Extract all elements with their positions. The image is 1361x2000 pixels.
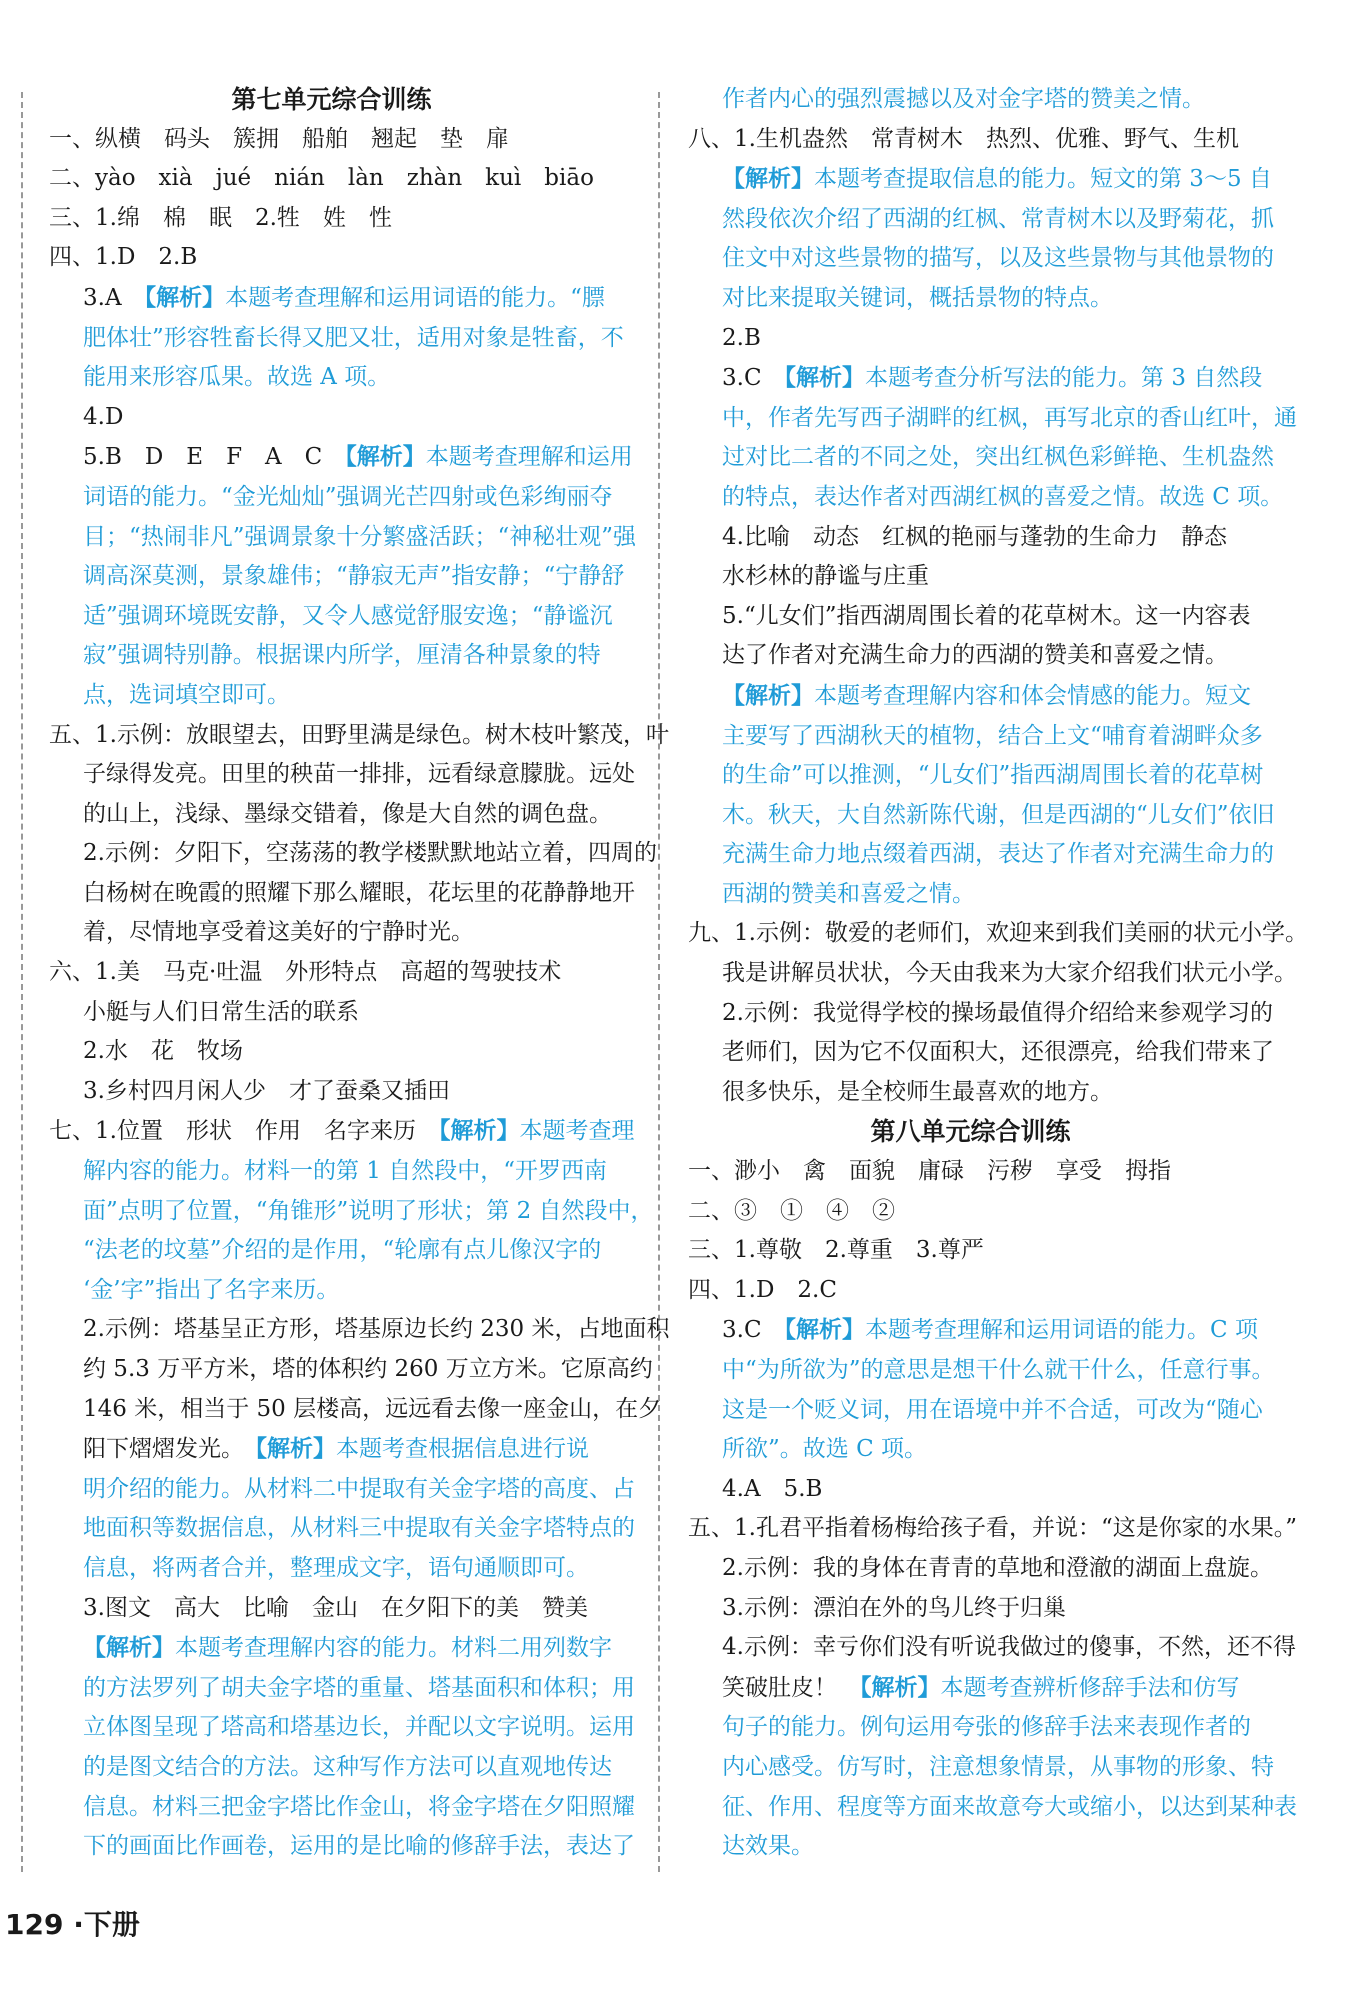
page-footer: 129 ·下册 [5, 1908, 140, 1941]
analysis-text: 然段依次介绍了西湖的红枫、常青树木以及野菊花，抓 [722, 205, 1274, 232]
answer-line [49, 398, 614, 438]
answer-line [688, 1391, 1263, 1431]
answer-line [688, 1430, 1253, 1470]
analysis-text: 的是图文结合的方法。这种写作方法可以直观地传达 [83, 1753, 612, 1780]
answer-line [49, 1470, 635, 1510]
answer-line [688, 1310, 1258, 1351]
answer-line [49, 1628, 614, 1669]
answer-line [49, 1152, 614, 1192]
answer-text: 2.示例：我的身体在青青的草地和澄澈的湖面上盘旋。 [722, 1554, 1273, 1581]
answer-line [49, 1748, 614, 1788]
answer-text: 5.B D E F A C [83, 444, 346, 471]
right-column [688, 80, 1308, 1867]
answer-text: 五、1.孔君平指着杨梅给孩子看，并说：“这是你家的水果。” [688, 1515, 1297, 1542]
analysis-text: 词语的能力。“金光灿灿”强调光芒四射或色彩绚丽夺 [83, 483, 613, 510]
answer-line [49, 676, 614, 716]
analysis-text: 西湖的赞美和喜爱之情。 [722, 880, 975, 907]
answer-text: 4.D [83, 403, 124, 430]
answer-line [49, 120, 614, 160]
answer-line [688, 796, 1275, 836]
answer-text: 5.“儿女们”指西湖周围长着的花草树木。这一内容表 [722, 602, 1251, 629]
answer-line [688, 835, 1274, 875]
answer-line [688, 1788, 1297, 1828]
answer-line [688, 875, 1253, 915]
analysis-text: 过对比二者的不同之处，突出红枫色彩鲜艳、生机盎然 [722, 444, 1274, 471]
answer-text: 2.B [722, 324, 761, 351]
answer-text: 水杉林的静谧与庄重 [722, 563, 929, 590]
analysis-text: 句子的能力。例句运用夸张的修辞手法来表现作者的 [722, 1714, 1251, 1741]
answer-text: 八、1.生机盎然 常青树木 热烈、优雅、野气、生机 [688, 125, 1239, 152]
answer-line [688, 756, 1264, 796]
answer-line [688, 1628, 1296, 1668]
answer-text: 约 5.3 万平方米，塔的体积约 260 万立方米。它原高约 [83, 1356, 653, 1382]
answer-line [688, 1271, 1253, 1311]
answer-line [688, 1470, 1253, 1510]
answer-text: 2.示例：塔基呈正方形，塔基原边长约 230 米，占地面积 [83, 1316, 670, 1343]
analysis-text: 对比来提取关键词，概括景物的特点。 [722, 284, 1113, 311]
answer-text: 4.A 5.B [722, 1475, 823, 1502]
answer-text: 三、1.尊敬 2.尊重 3.尊严 [688, 1237, 984, 1264]
answer-line [688, 399, 1297, 439]
analysis-tag: 【解析】 [255, 1435, 336, 1463]
answer-text: 二、③ ① ④ ② [688, 1197, 895, 1224]
answer-line [688, 1748, 1274, 1788]
answer-line [688, 1827, 1253, 1867]
answer-line [49, 1549, 614, 1589]
analysis-text: 点，选词填空即可。 [83, 681, 290, 708]
answer-line [688, 1589, 1253, 1629]
analysis-text: 地面积等数据信息，从材料三中提取有关金字塔特点的 [83, 1515, 635, 1542]
analysis-text: 主要写了西湖秋天的植物，结合上文“哺育着湖畔众多 [722, 722, 1263, 749]
section-heading: 第八单元综合训练 [870, 1117, 1071, 1147]
answer-text: 一、纵横 码头 簇拥 船舶 翘起 垫 扉 [49, 125, 509, 152]
analysis-text: 本题考查理 [519, 1118, 635, 1145]
answer-line [49, 834, 657, 874]
answer-line [49, 557, 625, 597]
answer-text: 老师们，因为它不仅面积大，还很漂亮，给我们带来了 [722, 1039, 1274, 1066]
answer-text: 四、1.D 2.B [49, 244, 198, 271]
answer-text: 3.乡村四月闲人少 才了蚕桑又插田 [83, 1077, 450, 1104]
answer-line [688, 1708, 1253, 1748]
analysis-tag: 【解析】 [83, 1634, 175, 1662]
analysis-text: 本题考查提取信息的能力。短文的第 3～5 自 [814, 166, 1272, 193]
analysis-text: 能用来形容瓜果。故选 A 项。 [83, 364, 391, 391]
answer-text: 146 米，相当于 50 层楼高，远远看去像一座金山，在夕 [83, 1395, 662, 1422]
answer-text: 二、yào xià jué nián làn zhàn kuì biāo [49, 165, 594, 192]
section-heading: 第七单元综合训练 [231, 85, 432, 114]
analysis-tag: 【解析】 [784, 1316, 866, 1344]
answer-line [688, 1351, 1275, 1391]
answer-text: 我是讲解员状状，今天由我来为大家介绍我们状元小学。 [722, 960, 1297, 987]
analysis-text: 住文中对这些景物的描写，以及这些景物与其他景物的 [722, 245, 1274, 272]
analysis-text: 本题考查理解和运用词语的能力。“膘 [225, 284, 605, 311]
answer-text: 一、渺小 禽 面貌 庸碌 污秽 享受 拇指 [688, 1158, 1171, 1185]
analysis-text: 本题考查理解和运用词语的能力。C 项 [865, 1317, 1258, 1344]
answer-line [49, 478, 614, 518]
answer-line [49, 636, 614, 676]
answer-line [49, 518, 637, 558]
analysis-tag: 【解析】 [144, 283, 226, 311]
analysis-text: 本题考查根据信息进行说 [336, 1436, 589, 1463]
answer-line [49, 953, 614, 993]
analysis-text: ‘金’字”指出了名字来历。 [83, 1276, 340, 1303]
answer-line [49, 319, 624, 359]
answer-line [688, 239, 1274, 279]
answer-line [49, 1271, 614, 1311]
answer-line [49, 1390, 662, 1430]
answer-text: 3.A [83, 284, 145, 311]
answer-line [49, 1032, 614, 1072]
analysis-tag: 【解析】 [784, 364, 866, 392]
analysis-text: 充满生命力地点缀着西湖，表达了作者对充满生命力的 [722, 841, 1274, 868]
answer-text: 4.示例：幸亏你们没有听说我做过的傻事，不然，还不得 [722, 1634, 1296, 1661]
answer-line [688, 994, 1273, 1034]
answer-line [49, 1788, 635, 1828]
answer-text: 4.比喻 动态 红枫的艳丽与蓬勃的生命力 静态 [722, 523, 1227, 550]
analysis-text: 本题考查理解内容的能力。材料二用列数字 [175, 1635, 612, 1662]
analysis-text: 本题考查分析写法的能力。第 3 自然段 [865, 365, 1263, 392]
answer-line [49, 597, 614, 637]
answer-line [49, 874, 635, 914]
answer-line [688, 1549, 1273, 1589]
answer-line [49, 1669, 635, 1709]
analysis-text: 作者内心的强烈震撼以及对金字塔的赞美之情。 [722, 86, 1205, 112]
answer-text: 3.C [722, 1317, 785, 1344]
answer-line [49, 1111, 635, 1152]
answer-line [688, 279, 1253, 319]
answer-line [688, 358, 1263, 399]
answer-line [49, 1429, 614, 1470]
analysis-text: 寂”强调特别静。根据课内所学，厘清各种景象的特 [83, 642, 601, 669]
analysis-text: 的特点，表达作者对西湖红枫的喜爱之情。故选 C 项。 [722, 483, 1284, 510]
analysis-text: 肥体壮”形容牲畜长得又肥又壮，适用对象是牲畜，不 [83, 324, 624, 351]
answer-line [688, 1231, 1253, 1271]
answer-text: 3.示例：漂泊在外的鸟儿终于归巢 [722, 1594, 1066, 1621]
answer-line [688, 438, 1274, 478]
answer-line [49, 1310, 670, 1350]
analysis-tag: 【解析】 [860, 1673, 941, 1701]
answer-line [49, 913, 614, 953]
answer-text: 3.C [722, 365, 785, 392]
answer-line [688, 200, 1274, 240]
answer-text: 七、1.位置 形状 作用 名字来历 [49, 1118, 439, 1145]
answer-line [688, 597, 1253, 637]
analysis-tag: 【解析】 [722, 681, 814, 709]
left-margin-divider [21, 92, 23, 1872]
answer-line [49, 1072, 614, 1112]
analysis-text: 达效果。 [722, 1833, 814, 1860]
answer-line [688, 1033, 1274, 1073]
analysis-text: 面”点明了位置，“角锥形”说明了形状；第 2 自然段中， [83, 1197, 654, 1224]
answer-line [49, 716, 669, 756]
answer-line [688, 1073, 1253, 1113]
answer-text: 笑破肚皮！ [722, 1674, 860, 1701]
answer-text: 2.示例：我觉得学校的操场最值得介绍给来参观学习的 [722, 999, 1273, 1026]
answer-text: 达了作者对充满生命力的西湖的赞美和喜爱之情。 [722, 642, 1228, 669]
answer-text: 2.水 花 牧场 [83, 1038, 243, 1065]
analysis-text: 调高深莫测，景象雄伟；“静寂无声”指安静；“宁静舒 [83, 563, 625, 590]
answer-line [49, 358, 614, 398]
answer-line [688, 1192, 1253, 1232]
answer-line [49, 1350, 653, 1390]
answer-line [688, 518, 1253, 558]
answer-text: 的山上，浅绿、墨绿交错着，像是大自然的调色盘。 [83, 800, 612, 827]
analysis-text: 所欲”。故选 C 项。 [722, 1436, 927, 1463]
answer-line [49, 437, 633, 478]
answer-text: 五、1.示例：放眼望去，田野里满是绿色。树木枝叶繁茂，叶 [49, 721, 669, 748]
analysis-text: 的方法罗列了胡夫金字塔的重量、塔基面积和体积；用 [83, 1674, 635, 1701]
analysis-text: 本题考查辨析修辞手法和仿写 [940, 1674, 1240, 1701]
answer-line [688, 159, 1272, 200]
answer-line [688, 954, 1297, 994]
analysis-text: 内心感受。仿写时，注意想象情景，从事物的形象、特 [722, 1753, 1274, 1780]
answer-line [49, 278, 614, 319]
answer-line [49, 755, 635, 795]
answer-text: 九、1.示例：敬爱的老师们，欢迎来到我们美丽的状元小学。 [688, 920, 1308, 947]
analysis-text: 信息，将两者合并，整理成文字，语句通顺即可。 [83, 1554, 589, 1581]
analysis-text: 立体图呈现了塔高和塔基边长，并配以文字说明。运用 [83, 1714, 635, 1741]
analysis-text: 木。秋天，大自然新陈代谢，但是西湖的“儿女们”依旧 [722, 801, 1275, 828]
answer-line [49, 1708, 635, 1748]
answer-line [49, 993, 614, 1033]
answer-text: 很多快乐，是全校师生最喜欢的地方。 [722, 1078, 1113, 1105]
answer-line [688, 1668, 1253, 1709]
analysis-text: 本题考查理解和运用 [425, 444, 633, 471]
answer-line [688, 914, 1308, 954]
analysis-tag: 【解析】 [722, 165, 814, 193]
answer-line [688, 478, 1284, 518]
analysis-text: 的生命”可以推测，“儿女们”指西湖周围长着的花草树 [722, 762, 1264, 789]
analysis-tag: 【解析】 [438, 1117, 520, 1145]
answer-line [49, 238, 614, 278]
answer-line [688, 636, 1253, 676]
answer-line [688, 557, 1253, 597]
answer-text: 着，尽情地享受着这美好的宁静时光。 [83, 919, 474, 946]
analysis-tag: 【解析】 [345, 443, 426, 471]
analysis-text: 明介绍的能力。从材料二中提取有关金字塔的高度、占 [83, 1475, 635, 1502]
answer-line [49, 199, 614, 239]
answer-text: 阳下熠熠发光。 [83, 1436, 256, 1463]
answer-line [49, 159, 614, 199]
analysis-text: 中“为所欲为”的意思是想干什么就干什么，任意行事。 [722, 1357, 1275, 1383]
analysis-text: 征、作用、程度等方面来故意夸大或缩小，以达到某种表 [722, 1793, 1297, 1820]
answer-text: 小艇与人们日常生活的联系 [83, 998, 359, 1025]
answer-text: 子绿得发亮。田里的秧苗一排排，远看绿意朦胧。远处 [83, 761, 635, 788]
answer-text: 3.图文 高大 比喻 金山 在夕阳下的美 赞美 [83, 1594, 588, 1621]
answer-line [49, 795, 614, 835]
answer-line [49, 1509, 635, 1549]
analysis-text: 中，作者先写西子湖畔的红枫，再写北京的香山红叶，通 [722, 404, 1297, 431]
answer-line [688, 717, 1263, 757]
analysis-text: “法老的坟墓”介绍的是作用，“轮廓有点儿像汉字的 [83, 1237, 602, 1264]
answer-text: 六、1.美 马克·吐温 外形特点 高超的驾驶技术 [49, 959, 562, 986]
answer-line [49, 1192, 654, 1232]
answer-line [688, 120, 1253, 160]
answer-text: 四、1.D 2.C [688, 1276, 837, 1303]
answer-text: 三、1.绵 棉 眠 2.牲 姓 性 [49, 204, 392, 231]
answer-line [688, 319, 1253, 359]
left-column [49, 80, 670, 1867]
answer-line [688, 80, 1253, 120]
answer-text: 2.示例：夕阳下，空荡荡的教学楼默默地站立着，四周的 [83, 840, 657, 867]
column-divider [658, 92, 660, 1872]
answer-line [49, 1231, 614, 1271]
answer-text: 白杨树在晚霞的照耀下那么耀眼，花坛里的花静静地开 [83, 879, 635, 906]
answer-line [688, 676, 1253, 717]
analysis-text: 这是一个贬义词，用在语境中并不合适，可改为“随心 [722, 1396, 1263, 1423]
analysis-text: 本题考查理解内容和体会情感的能力。短文 [814, 682, 1251, 709]
answer-line [688, 1509, 1297, 1549]
analysis-text: 适”强调环境既安静，又令人感觉舒服安逸；“静谧沉 [83, 602, 613, 629]
analysis-text: 信息。材料三把金字塔比作金山，将金字塔在夕阳照耀 [83, 1793, 635, 1820]
answer-line [49, 1589, 614, 1629]
analysis-text: 下的画面比作画卷，运用的是比喻的修辞手法，表达了 [83, 1833, 635, 1860]
answer-line [49, 1827, 635, 1867]
answer-line [688, 1152, 1253, 1192]
analysis-text: 解内容的能力。材料一的第 1 自然段中，“开罗西南 [83, 1158, 608, 1185]
analysis-text: 目；“热闹非凡”强调景象十分繁盛活跃；“神秘壮观”强 [83, 523, 637, 550]
